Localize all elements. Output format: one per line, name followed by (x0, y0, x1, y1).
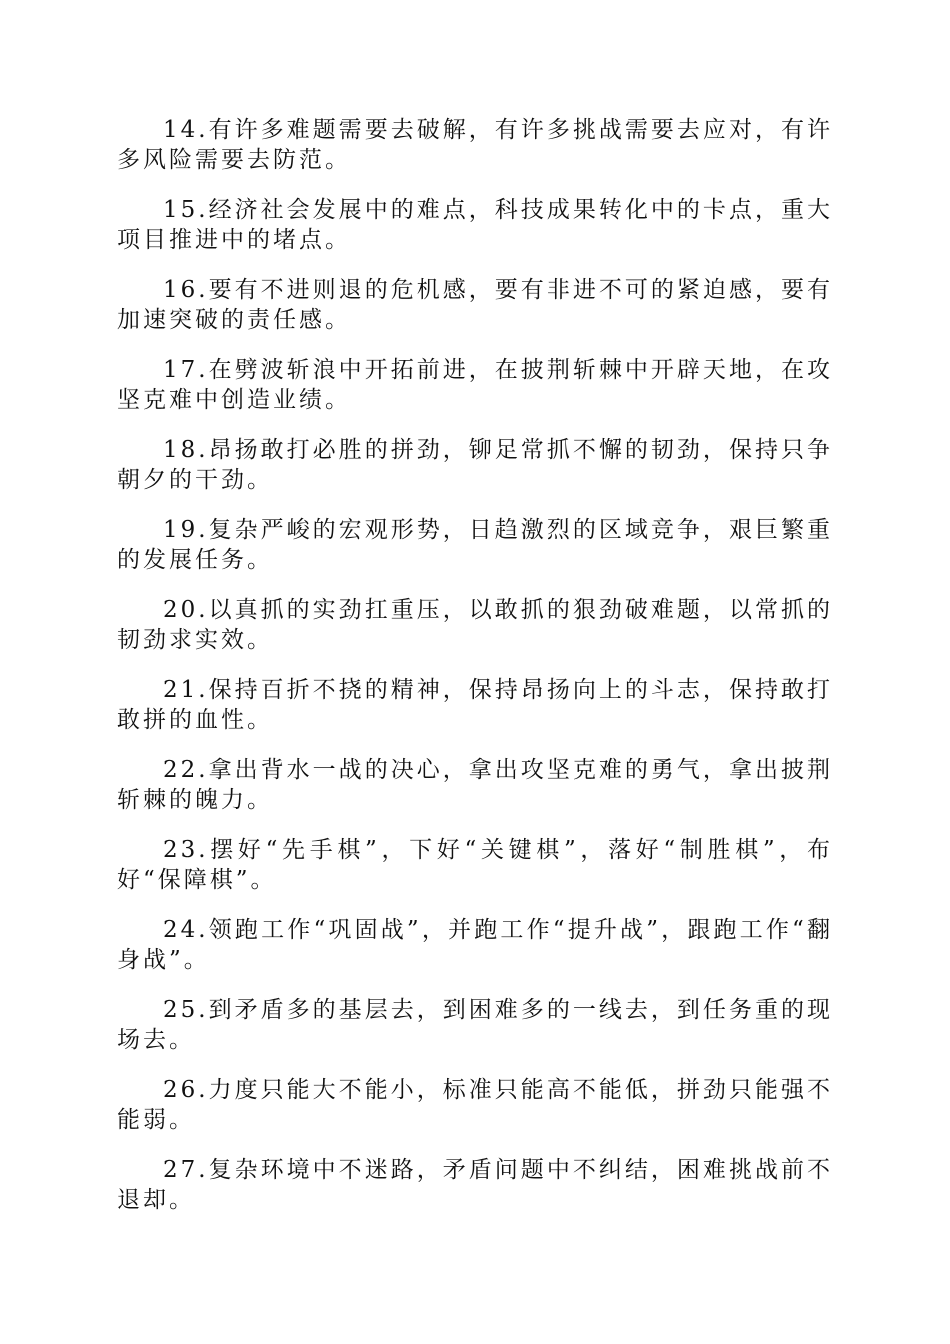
paragraph-27: 27.复杂环境中不迷路，矛盾问题中不纠结，困难挑战前不退却。 (117, 1157, 833, 1213)
paragraph-15: 15.经济社会发展中的难点，科技成果转化中的卡点，重大项目推进中的堵点。 (117, 197, 833, 253)
paragraph-16: 16.要有不进则退的危机感，要有非进不可的紧迫感，要有加速突破的责任感。 (117, 277, 833, 333)
paragraph-23: 23.摆好“先手棋”，下好“关键棋”，落好“制胜棋”，布好“保障棋”。 (117, 837, 833, 893)
paragraph-24: 24.领跑工作“巩固战”，并跑工作“提升战”，跟跑工作“翻身战”。 (117, 917, 833, 973)
paragraph-25: 25.到矛盾多的基层去，到困难多的一线去，到任务重的现场去。 (117, 997, 833, 1053)
paragraph-17: 17.在劈波斩浪中开拓前进，在披荆斩棘中开辟天地，在攻坚克难中创造业绩。 (117, 357, 833, 413)
paragraph-21: 21.保持百折不挠的精神，保持昂扬向上的斗志，保持敢打敢拼的血性。 (117, 677, 833, 733)
paragraph-22: 22.拿出背水一战的决心，拿出攻坚克难的勇气，拿出披荆斩棘的魄力。 (117, 757, 833, 813)
document-body (117, 115, 833, 1235)
paragraph-20: 20.以真抓的实劲扛重压，以敢抓的狠劲破难题，以常抓的韧劲求实效。 (117, 597, 833, 653)
paragraph-14: 14.有许多难题需要去破解，有许多挑战需要去应对，有许多风险需要去防范。 (117, 117, 833, 173)
paragraph-18: 18.昂扬敢打必胜的拼劲，铆足常抓不懈的韧劲，保持只争朝夕的干劲。 (117, 437, 833, 493)
paragraph-26: 26.力度只能大不能小，标准只能高不能低，拼劲只能强不能弱。 (117, 1077, 833, 1133)
paragraph-19: 19.复杂严峻的宏观形势，日趋激烈的区域竞争，艰巨繁重的发展任务。 (117, 517, 833, 573)
